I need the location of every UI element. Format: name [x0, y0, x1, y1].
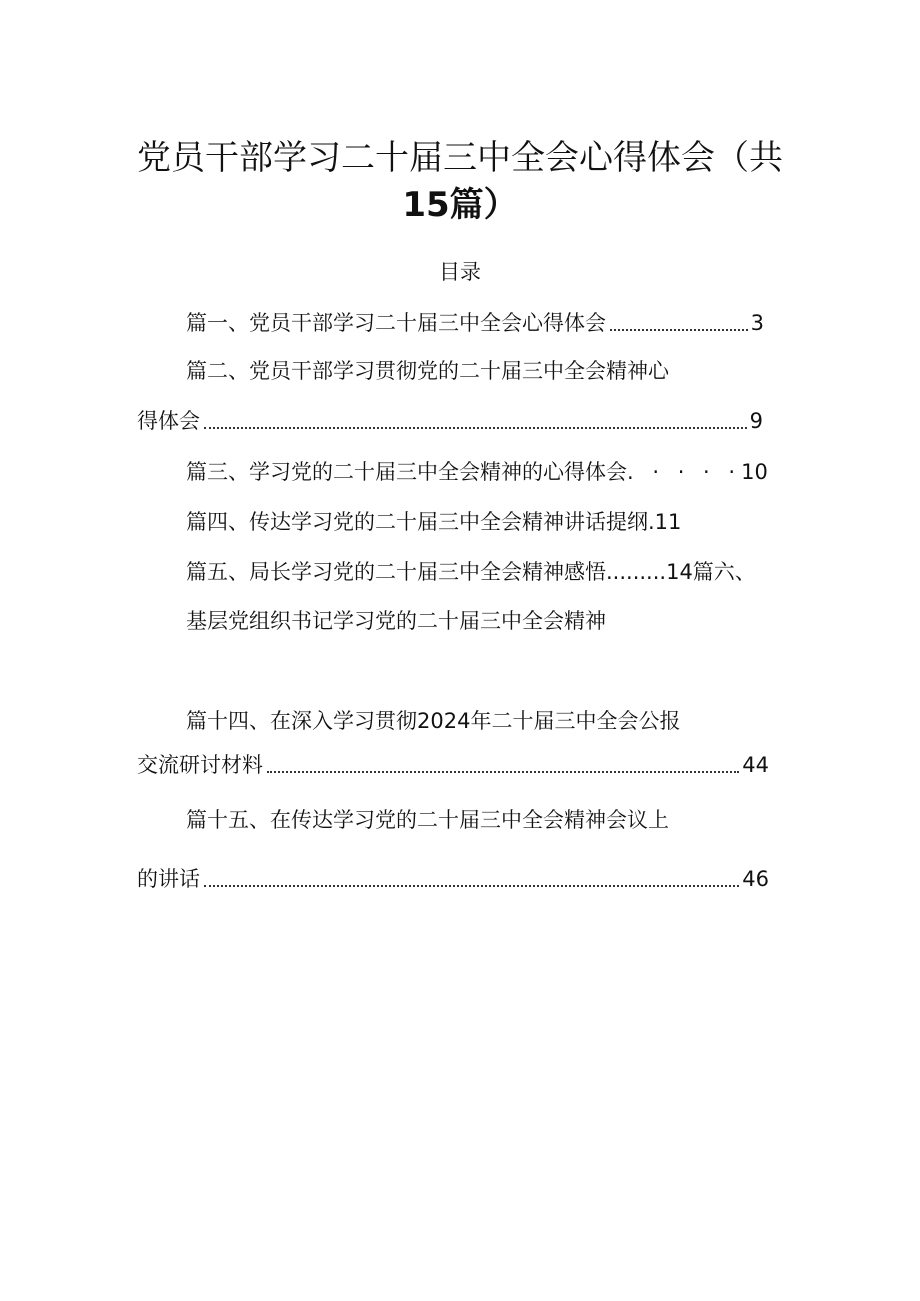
- toc-entry-1-leader: [610, 329, 748, 331]
- toc-entry-15-line2[interactable]: [137, 865, 769, 893]
- toc-entry-14-text-line1: 篇十四、在深入学习贯彻2024年二十届三中全会公报: [186, 709, 681, 733]
- toc-entry-6[interactable]: [186, 607, 606, 635]
- toc-entry-14-text-line2: 交流研讨材料: [137, 753, 263, 777]
- toc-entry-14-line2[interactable]: [137, 751, 769, 779]
- toc-entry-2-text-line2: 得体会: [137, 409, 200, 433]
- toc-entry-3[interactable]: [186, 458, 768, 486]
- toc-entry-1[interactable]: [186, 309, 764, 337]
- toc-entry-15-text-line1: 篇十五、在传达学习党的二十届三中全会精神会议上: [186, 808, 669, 832]
- toc-entry-4[interactable]: [186, 508, 681, 536]
- toc-entry-4-text: 篇四、传达学习党的二十届三中全会精神讲话提纲: [186, 510, 648, 534]
- toc-entry-4-page: .11: [648, 510, 682, 534]
- toc-entry-14-line1[interactable]: [186, 707, 680, 735]
- toc-entry-3-dots: . · · · ·: [627, 460, 742, 484]
- toc-entry-5-dots: .........: [606, 560, 667, 584]
- toc-entry-5-text: 篇五、局长学习党的二十届三中全会精神感悟: [186, 560, 606, 584]
- toc-entry-14-page: 44: [742, 753, 769, 777]
- toc-entry-2-line2[interactable]: [137, 407, 763, 435]
- toc-entry-15-leader: [204, 885, 739, 887]
- toc-entry-15-text-line2: 的讲话: [137, 867, 200, 891]
- toc-entry-2-line1[interactable]: [186, 357, 669, 385]
- toc-entry-2-leader: [204, 427, 747, 429]
- toc-entry-3-page: 10: [741, 460, 768, 484]
- document-title-line1: 党员干部学习二十届三中全会心得体会（共: [137, 138, 783, 178]
- toc-entry-14-leader: [267, 771, 739, 773]
- toc-entry-5-tail: 14篇六、: [666, 560, 756, 584]
- toc-heading: 目录: [439, 260, 481, 284]
- toc-entry-5[interactable]: [186, 558, 756, 586]
- document-title-line2: 15篇）: [402, 185, 518, 225]
- toc-entry-3-text: 篇三、学习党的二十届三中全会精神的心得体会: [186, 460, 627, 484]
- toc-entry-2-text-line1: 篇二、党员干部学习贯彻党的二十届三中全会精神心: [186, 359, 669, 383]
- toc-entry-6-text: 基层党组织书记学习党的二十届三中全会精神: [186, 609, 606, 633]
- toc-entry-1-text: 篇一、党员干部学习二十届三中全会心得体会: [186, 311, 606, 335]
- toc-entry-1-page: 3: [750, 311, 764, 335]
- toc-entry-15-page: 46: [742, 867, 769, 891]
- toc-entry-15-line1[interactable]: [186, 806, 669, 834]
- toc-entry-2-page: 9: [749, 409, 763, 433]
